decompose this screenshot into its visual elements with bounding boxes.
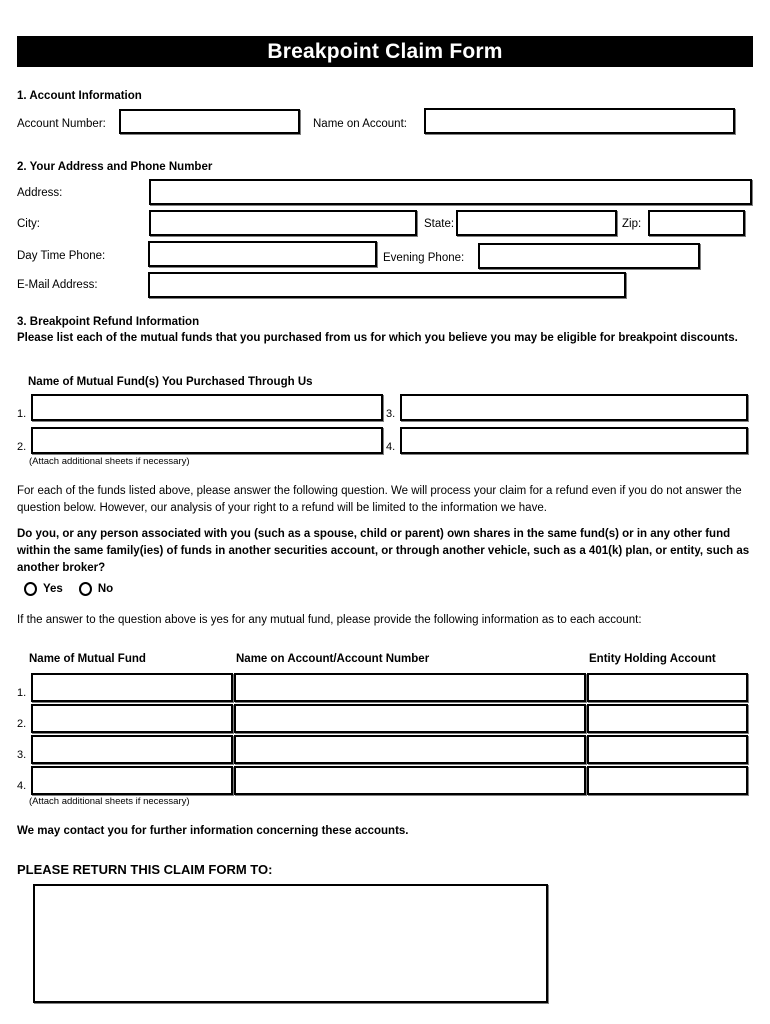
name-on-account-input[interactable]: [424, 108, 735, 134]
table-cell-fund-3[interactable]: [31, 735, 233, 764]
fund-input-1[interactable]: [31, 394, 383, 421]
attach-note-accounts: (Attach additional sheets if necessary): [29, 796, 190, 807]
table-cell-fund-1[interactable]: [31, 673, 233, 702]
table-row-number-1: 1.: [17, 687, 27, 699]
fund-input-2[interactable]: [31, 427, 383, 454]
fund-row-number-3: 3.: [386, 408, 396, 420]
fund-input-4[interactable]: [400, 427, 748, 454]
table-row-number-3: 3.: [17, 749, 27, 761]
contact-note: We may contact you for further information concerning these accounts.: [17, 825, 409, 837]
ownership-question: Do you, or any person associated with you (such as a spouse, child or parent) own shares in the same fund(s) or in any other fund within the same family(ies) of funds in another securities account, or through another vehicle, such as a 401(k) plan, or entity, such as another broker?: [17, 528, 750, 574]
address-label: Address:: [17, 187, 63, 199]
zip-label: Zip:: [622, 218, 642, 230]
form-title-bar: [17, 36, 753, 67]
address-input[interactable]: [149, 179, 752, 205]
section-2-heading: 2. Your Address and Phone Number: [17, 161, 213, 173]
table-cell-entity-3[interactable]: [587, 735, 748, 764]
table-row-number-4: 4.: [17, 780, 27, 792]
fund-row-number-4: 4.: [386, 441, 396, 453]
table-cell-entity-4[interactable]: [587, 766, 748, 795]
city-input[interactable]: [149, 210, 417, 236]
table-cell-fund-2[interactable]: [31, 704, 233, 733]
state-label: State:: [424, 218, 455, 230]
radio-label-no: No: [97, 583, 114, 595]
fund-row-number-2: 2.: [17, 441, 27, 453]
table-column-header-fund: Name of Mutual Fund: [29, 653, 146, 665]
table-cell-fund-4[interactable]: [31, 766, 233, 795]
fund-row-number-1: 1.: [17, 408, 27, 420]
table-column-header-account: Name on Account/Account Number: [236, 653, 430, 665]
conditional-instruction: If the answer to the question above is yes for any mutual fund, please provide the following information as to each account:: [17, 614, 642, 626]
account-number-label: Account Number:: [17, 118, 106, 130]
table-row-number-2: 2.: [17, 718, 27, 730]
evening-phone-input[interactable]: [478, 243, 700, 269]
table-cell-entity-1[interactable]: [587, 673, 748, 702]
email-input[interactable]: [148, 272, 626, 298]
day-phone-input[interactable]: [148, 241, 377, 267]
table-cell-account-1[interactable]: [234, 673, 586, 702]
email-label: E-Mail Address:: [17, 279, 98, 291]
radio-option-no[interactable]: [79, 582, 113, 596]
day-phone-label: Day Time Phone:: [17, 250, 106, 262]
fund-input-3[interactable]: [400, 394, 748, 421]
table-cell-account-3[interactable]: [234, 735, 586, 764]
section-3-instruction: Please list each of the mutual funds that you purchased from us for which you believe you may be eligible for breakpoint discounts.: [17, 332, 738, 344]
account-number-input[interactable]: [119, 109, 300, 134]
page-title: Breakpoint Claim Form: [267, 40, 503, 63]
section-1-heading: 1. Account Information: [17, 90, 142, 102]
table-cell-entity-2[interactable]: [587, 704, 748, 733]
ownership-answer-group[interactable]: [24, 582, 129, 596]
table-column-header-entity: Entity Holding Account: [589, 653, 716, 665]
radio-circle-icon-yes[interactable]: [24, 582, 37, 596]
section-3-paragraph: For each of the funds listed above, please answer the following question. We will process your claim for a refund even if you do not answer the question below. However, our analysis of your right to a refund will be limited to the information we have.: [17, 485, 742, 514]
table-cell-account-4[interactable]: [234, 766, 586, 795]
radio-circle-icon-no[interactable]: [79, 582, 92, 596]
zip-input[interactable]: [648, 210, 745, 236]
city-label: City:: [17, 218, 40, 230]
funds-list-heading: Name of Mutual Fund(s) You Purchased Through Us: [28, 376, 313, 388]
radio-label-yes: Yes: [43, 583, 63, 595]
table-cell-account-2[interactable]: [234, 704, 586, 733]
radio-option-yes[interactable]: [24, 582, 63, 596]
evening-phone-label: Evening Phone:: [383, 252, 465, 264]
attach-note-funds: (Attach additional sheets if necessary): [29, 456, 190, 467]
state-input[interactable]: [456, 210, 617, 236]
return-form-heading: PLEASE RETURN THIS CLAIM FORM TO:: [17, 862, 273, 877]
return-address-box[interactable]: [33, 884, 548, 1003]
section-3-heading: 3. Breakpoint Refund Information: [17, 316, 200, 328]
name-on-account-label: Name on Account:: [313, 118, 407, 130]
